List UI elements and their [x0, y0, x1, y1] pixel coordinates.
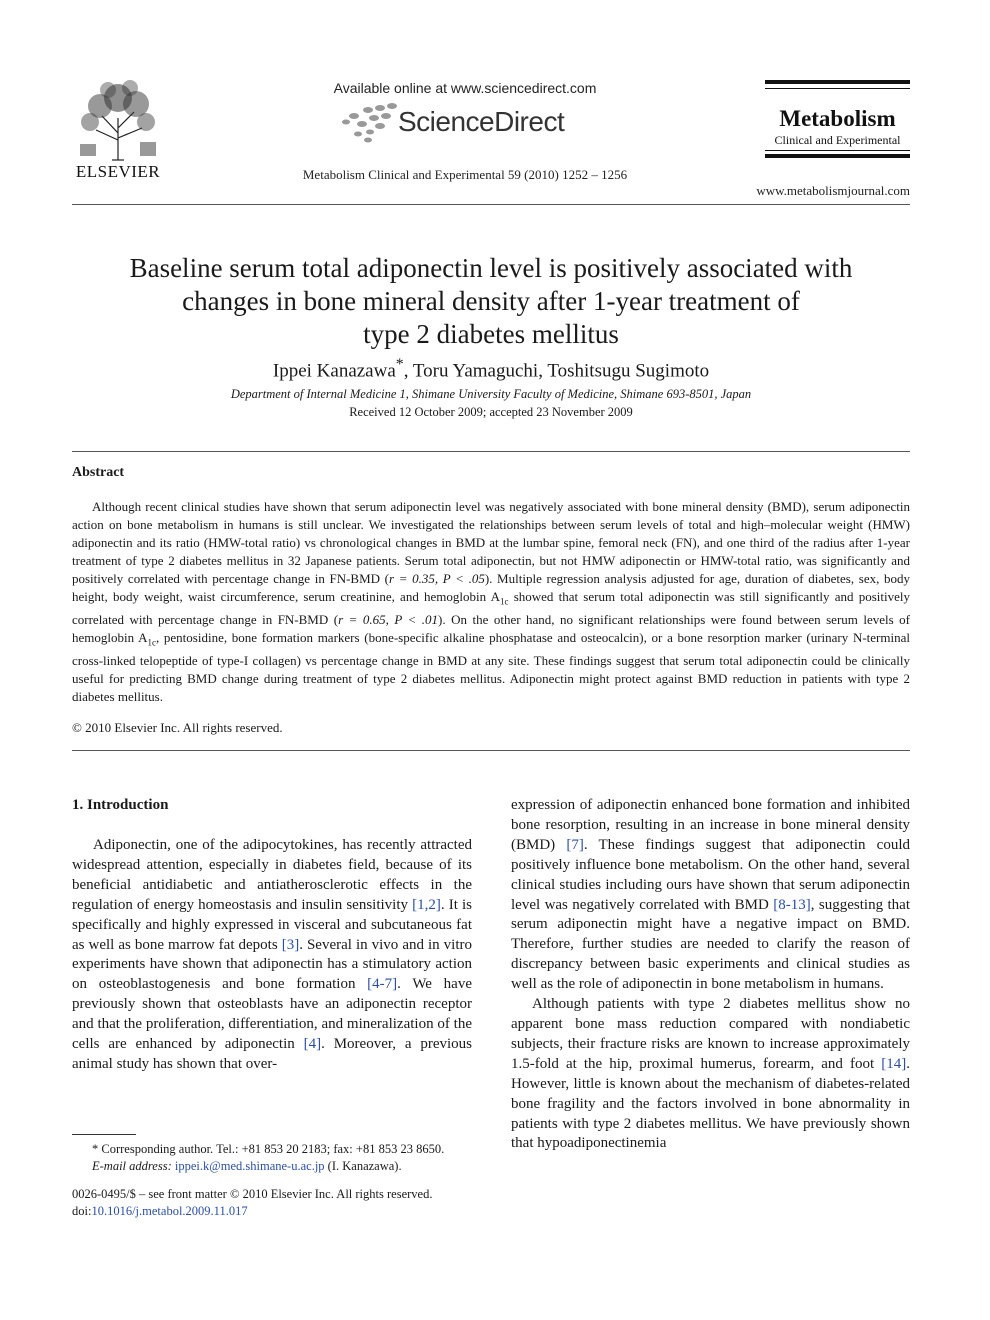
body-text: Although patients with type 2 diabetes mellitus show no apparent bone mass reduction compared with nondiabetic subjects, their fracture risks are known to increase approximately 1.5-fold at the hip, proximal humerus, forearm, and foot: [511, 996, 910, 1072]
abstract-segment: ). On the other hand, no significant relationships were found between serum levels of hemoglobin A: [72, 612, 911, 646]
sciencedirect-dots-icon: [340, 100, 398, 144]
abstract-divider: [72, 451, 910, 452]
footnote-divider: [72, 1134, 136, 1135]
email-note: [72, 1158, 472, 1175]
abstract-segment: Although recent clinical studies have shown that serum adiponectin level was negatively associated with bone mineral density (BMD), serum adiponectin action on bone metabolism in humans is still unclear. We investigated the relationships between serum levels of total and high–molecular weight (HMW) adiponectin and its ratio (HMW-total ratio) vs chronological changes in BMD at the lumbar spine, femoral neck (FN), and one third of the radius after 1-year treatment of type 2 diabetes mellitus in 32 Japanese patients. Serum total adiponectin, but not HMW adiponectin or HMW-total ratio, was significantly and positively correlated with percentage change in FN-BMD (: [72, 499, 910, 587]
journal-logo-rule: [765, 88, 910, 89]
title-line: Baseline serum total adiponectin level is positively associated with: [129, 253, 853, 283]
journal-logo-subtitle: Clinical and Experimental: [774, 133, 901, 147]
journal-logo-title: Metabolism: [779, 106, 896, 131]
abstract-subscript: 1c: [500, 597, 509, 608]
sciencedirect-wordmark: ScienceDirect: [398, 106, 565, 137]
body-column-left: [72, 836, 472, 1075]
citation-link[interactable]: [4-7]: [367, 976, 398, 993]
body-paragraph: [511, 796, 910, 995]
doi-link[interactable]: 10.1016/j.metabol.2009.11.017: [91, 1204, 248, 1218]
citation-link[interactable]: [7]: [566, 836, 584, 853]
article-title: [72, 252, 910, 351]
email-label: E-mail address:: [92, 1159, 175, 1173]
body-column-right: [511, 796, 910, 1154]
body-text: Adiponectin, one of the adipocytokines, has recently attracted widespread attention, especially in diabetes field, because of its beneficial antidiabetic and antiatherosclerotic effects in the regulation of energy homeostasis and insulin sensitivity: [72, 837, 472, 913]
abstract-statistic: r = 0.65, P < .01: [338, 612, 439, 628]
footnote-text: Corresponding author. Tel.: +81 853 20 2183; fax: +81 853 23 8650.: [98, 1142, 445, 1156]
abstract-segment: ). Multiple regression analysis adjusted for age, duration of diabetes, sex, body height, body weight, waist circumference, serum creatinine, and hemoglobin A: [72, 571, 910, 605]
journal-logo-rule: [765, 154, 910, 158]
title-line: changes in bone mineral density after 1-year treatment of: [182, 286, 800, 316]
body-paragraph: [511, 995, 910, 1154]
footnote-mark: *: [92, 1142, 99, 1156]
doi-line: [72, 1204, 248, 1219]
abstract-divider: [72, 750, 910, 751]
doi-label: doi:: [72, 1204, 92, 1218]
body-text: , suggesting that serum adiponectin might have a negative impact on BMD. Therefore, further studies are needed to clarify the reason of discrepancy between basic experiments and clinical studies as well as the role of adiponectin in bone metabolism in humans.: [511, 896, 910, 993]
body-text: . Several in vivo and in vitro experiments have shown that adiponectin has a stimulatory action on osteoblastogenesis and bone formation: [72, 936, 473, 993]
author-names: , Toru Yamaguchi, Toshitsugu Sugimoto: [403, 360, 710, 382]
abstract-statistic: r = 0.35, P < .05: [389, 571, 485, 587]
email-owner: (I. Kanazawa).: [324, 1159, 402, 1173]
abstract-heading: Abstract: [72, 465, 125, 480]
abstract-subscript: 1c: [147, 637, 156, 648]
body-text: . It is specifically and highly expressed in visceral and subcutaneous fat as well as bone marrow fat depots: [72, 896, 472, 953]
corresponding-author-mark[interactable]: *: [395, 356, 404, 373]
journal-url-link[interactable]: www.metabolismjournal.com: [756, 183, 910, 198]
received-dates: Received 12 October 2009; accepted 23 November 2009: [349, 405, 633, 419]
body-text: . However, little is known about the mechanism of diabetes-related bone fragility and the factors involved in bone abnormality in patients with type 2 diabetes mellitus. We have previously shown that hypoadiponectinemia: [511, 1055, 910, 1152]
author-list: [72, 356, 910, 382]
section-heading-introduction: 1. Introduction: [72, 797, 169, 813]
abstract-text: [72, 498, 910, 706]
citation-link[interactable]: [4]: [303, 1036, 322, 1053]
citation-link[interactable]: [14]: [881, 1055, 907, 1072]
body-text: . These findings suggest that adiponectin could positively influence bone metabolism. On the other hand, several clinical studies including ours have shown that serum adiponectin level was negatively correlated with BMD: [511, 836, 910, 913]
citation-link[interactable]: [1,2]: [412, 896, 441, 913]
elsevier-tree-icon: [72, 78, 164, 162]
issn-line: 0026-0495/$ – see front matter © 2010 Elsevier Inc. All rights reserved.: [72, 1187, 433, 1201]
sciencedirect-logo: [340, 100, 600, 146]
body-text: expression of adiponectin enhanced bone formation and inhibited bone resorption, resulting in an increase in bone mineral density (BMD): [511, 797, 910, 853]
citation-link[interactable]: [8-13]: [773, 896, 811, 913]
available-online-text: Available online at www.sciencedirect.com: [333, 80, 597, 96]
citation-link[interactable]: [3]: [281, 936, 300, 953]
abstract-copyright: © 2010 Elsevier Inc. All rights reserved.: [72, 720, 283, 735]
publisher-logo-text: ELSEVIER: [75, 162, 161, 181]
email-link[interactable]: ippei.k@med.shimane-u.ac.jp: [174, 1159, 325, 1173]
journal-logo-rule: [765, 80, 910, 84]
abstract-segment: showed that serum total adiponectin was still significantly and positively correlated with percentage change in FN-BMD (: [72, 589, 910, 628]
corresponding-author-note: [72, 1141, 472, 1158]
author-name: Ippei Kanazawa: [272, 360, 396, 382]
elsevier-logo: [68, 78, 168, 182]
journal-citation: Metabolism Clinical and Experimental 59 (2010) 1252 – 1256: [302, 167, 628, 182]
body-text: . Moreover, a previous animal study has shown that over-: [72, 1036, 473, 1072]
affiliation: Department of Internal Medicine 1, Shimane University Faculty of Medicine, Shimane 693-8501, Japan: [230, 387, 752, 401]
journal-logo-rule: [765, 150, 910, 151]
body-text: . We have previously shown that osteoblasts have an adiponectin receptor and that the proliferation, differentiation, and mineralization of the cells are enhanced by adiponectin: [72, 976, 472, 1053]
header-divider: [72, 204, 910, 205]
abstract-segment: , pentosidine, bone formation markers (bone-specific alkaline phosphatase and osteocalcin), or a bone resorption marker (urinary N-terminal cross-linked telopeptide of type-I collagen) vs percentage change in BMD at any site. These findings suggest that serum total adiponectin could be clinically useful for predicting BMD change during treatment of type 2 diabetes mellitus. Adiponectin might protect against BMD reduction in patients with type 2 diabetes mellitus.: [72, 630, 910, 705]
footnote: [72, 1141, 472, 1175]
title-line: type 2 diabetes mellitus: [363, 319, 619, 349]
